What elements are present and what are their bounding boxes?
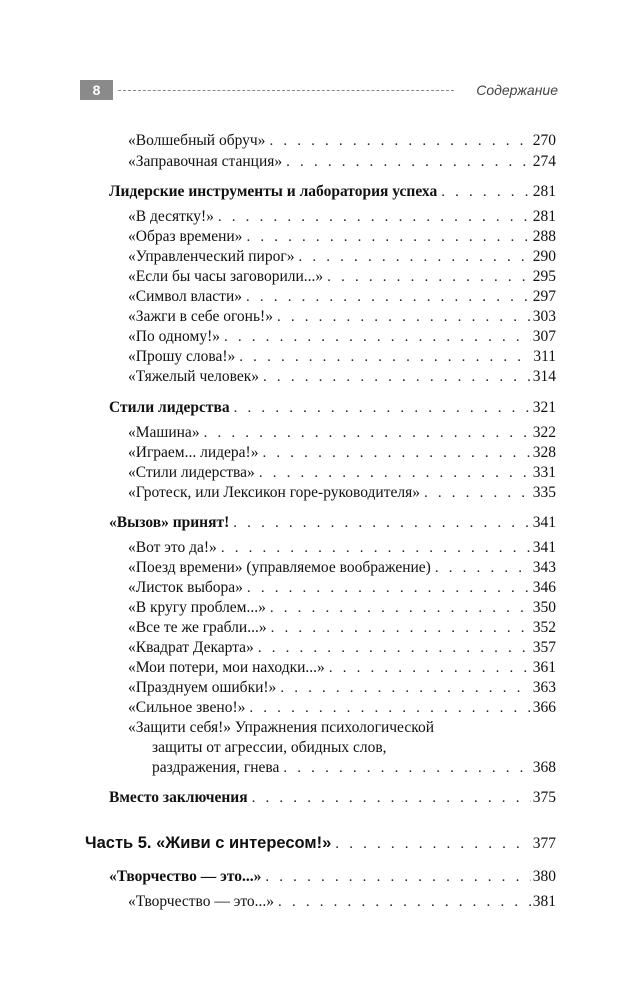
dot-leader — [258, 638, 531, 659]
toc-entry[interactable] — [128, 577, 556, 599]
toc-entry[interactable] — [128, 557, 556, 579]
toc-entry-title: «Все те же грабли...» — [128, 619, 267, 636]
toc-section-page: 341 — [532, 514, 556, 531]
toc-entry-page: 366 — [532, 699, 556, 716]
toc-part-page: 377 — [532, 835, 556, 852]
toc-entry-title: «Машина» — [128, 424, 200, 441]
dot-leader — [204, 423, 531, 444]
dot-leader — [270, 598, 531, 619]
toc-part[interactable] — [85, 833, 556, 855]
toc-entry[interactable] — [128, 206, 556, 228]
toc-entry-page: 297 — [532, 288, 556, 305]
toc-entry[interactable] — [128, 442, 556, 464]
toc-entry[interactable] — [128, 226, 556, 248]
toc-entry-page: 303 — [532, 308, 556, 325]
dot-leader — [277, 307, 531, 328]
toc-section-title: Вместо заключения — [109, 789, 248, 806]
toc-entry-title-continued: раздражения, гнева — [152, 759, 280, 776]
toc-entry[interactable] — [128, 677, 556, 699]
dot-leader — [424, 483, 531, 504]
toc-entry[interactable] — [128, 286, 556, 308]
toc-entry-title: «Волшебный обруч» — [128, 132, 266, 149]
toc-entry-page: 274 — [532, 153, 556, 170]
toc-entry[interactable] — [128, 482, 556, 504]
toc-entry[interactable] — [128, 130, 556, 152]
toc-entry-page: 346 — [532, 579, 556, 596]
toc-entry-page: 335 — [532, 484, 556, 501]
dot-leader — [280, 678, 530, 699]
toc-entry-page: 357 — [532, 639, 556, 656]
dot-leader — [327, 267, 531, 288]
toc-entry[interactable] — [128, 266, 556, 288]
toc-entry-title: «Празднуем ошибки!» — [128, 679, 277, 696]
dot-leader — [263, 367, 531, 388]
toc-entry-page: 295 — [532, 268, 556, 285]
toc-entry-title: «Если бы часы заговорили...» — [128, 268, 324, 285]
dot-leader — [224, 327, 531, 348]
toc-entry-page: 381 — [532, 893, 556, 910]
dot-leader — [234, 398, 531, 419]
dot-leader — [262, 443, 530, 464]
dot-leader — [283, 758, 530, 779]
toc-entry-page: 352 — [532, 619, 556, 636]
dot-leader — [249, 698, 530, 719]
toc-section-page: 375 — [532, 789, 556, 806]
toc-entry[interactable] — [128, 151, 556, 173]
toc-section-page: 321 — [532, 399, 556, 416]
toc-entry-page: 331 — [532, 464, 556, 481]
toc-section[interactable] — [109, 181, 556, 203]
dot-leader — [233, 513, 530, 534]
dot-leader — [278, 892, 531, 913]
dot-leader — [252, 788, 531, 809]
toc-entry[interactable] — [128, 597, 556, 619]
toc-entry-title: «Зажги в себе огонь!» — [128, 308, 273, 325]
toc-entry-title: «Творчество — это...» — [128, 893, 275, 910]
toc-entry-page: 314 — [532, 368, 556, 385]
dot-leader — [259, 463, 531, 484]
toc-section-title: «Вызов» принят! — [109, 514, 230, 531]
toc-entry[interactable] — [128, 637, 556, 659]
page-number: 8 — [80, 80, 113, 100]
dot-leader — [335, 834, 530, 855]
toc-entry-title: «Мои потери, мои находки...» — [128, 659, 325, 676]
toc-entry-title: «Листок выбора» — [128, 579, 243, 596]
toc-entry[interactable] — [128, 346, 556, 368]
toc-entry-page: 290 — [532, 248, 556, 265]
toc-entry-title: «Играем... лидера!» — [128, 444, 259, 461]
toc-entry[interactable] — [128, 366, 556, 388]
toc-entry-page: 343 — [532, 559, 556, 576]
dot-leader — [265, 867, 530, 888]
dot-leader — [218, 207, 531, 228]
toc-entry[interactable] — [128, 326, 556, 348]
toc-entry-page: 341 — [532, 539, 556, 556]
toc-entry-title-continued: защиты от агрессии, обидных слов, — [152, 739, 387, 756]
dot-leader — [271, 618, 531, 639]
toc-entry-page: 363 — [532, 679, 556, 696]
toc-section[interactable] — [109, 866, 556, 888]
toc-section[interactable] — [109, 512, 556, 534]
toc-entry[interactable] — [128, 657, 556, 679]
toc-entry-page: 361 — [532, 659, 556, 676]
dot-leader — [298, 247, 530, 268]
toc-entry[interactable] — [128, 306, 556, 328]
toc-entry-page: 281 — [532, 208, 556, 225]
toc-section-page: 380 — [532, 868, 556, 885]
dot-leader — [246, 287, 531, 308]
toc-entry-title: «Образ времени» — [128, 228, 243, 245]
toc-entry-page: 328 — [532, 444, 556, 461]
toc-entry[interactable] — [128, 697, 556, 719]
toc-section-title: «Творчество — это...» — [109, 868, 262, 885]
toc-entry-page: 307 — [532, 328, 556, 345]
toc-entry-title: «Управленческий пирог» — [128, 248, 295, 265]
toc-entry[interactable] — [128, 246, 556, 268]
toc-part-title: Часть 5. «Живи с интересом!» — [85, 834, 332, 852]
section-title: Содержание — [476, 82, 558, 98]
dot-leader — [286, 152, 531, 173]
toc-entry-title: «По одному!» — [128, 328, 220, 345]
toc-entry-title: «Гротеск, или Лексикон горе-руководителя» — [128, 484, 420, 501]
toc-section-title: Лидерские инструменты и лаборатория успеха — [109, 183, 438, 200]
toc-entry-page: 288 — [532, 228, 556, 245]
toc-section-page: 281 — [532, 183, 556, 200]
header-divider — [118, 90, 454, 91]
toc-entry-title: «Квадрат Декарта» — [128, 639, 254, 656]
toc-entry-page: 368 — [532, 759, 556, 776]
dot-leader — [246, 227, 530, 248]
toc-entry-title: «Заправочная станция» — [128, 153, 283, 170]
toc-entry[interactable] — [128, 617, 556, 639]
toc-entry[interactable] — [128, 891, 556, 913]
toc-entry-page: 350 — [532, 599, 556, 616]
dot-leader — [269, 131, 530, 152]
toc-entry[interactable] — [128, 537, 556, 559]
dot-leader — [441, 182, 531, 203]
toc-entry-title: «Тяжелый человек» — [128, 368, 260, 385]
toc-entry-title: «Поезд времени» (управляемое воображение) — [128, 559, 431, 576]
running-header — [80, 78, 558, 100]
toc-entry-title: «В кругу проблем...» — [128, 599, 266, 616]
toc-entry-title: «Вот это да!» — [128, 539, 217, 556]
dot-leader — [221, 538, 531, 559]
toc-entry-title: «Стили лидерства» — [128, 464, 255, 481]
dot-leader — [329, 658, 531, 679]
toc-entry-title: «Прошу слова!» — [128, 348, 236, 365]
toc-entry[interactable] — [128, 462, 556, 484]
toc-entry[interactable] — [152, 757, 556, 779]
toc-entry-page: 270 — [532, 132, 556, 149]
toc-entry[interactable] — [128, 422, 556, 444]
toc-entry-title: «В десятку!» — [128, 208, 214, 225]
toc-entry-title[interactable]: «Защити себя!» Упражнения психологической — [128, 719, 434, 736]
toc-entry-title: «Сильное звено!» — [128, 699, 246, 716]
dot-leader — [435, 558, 531, 579]
dot-leader — [239, 347, 531, 368]
toc-section[interactable] — [109, 397, 556, 419]
toc-section[interactable] — [109, 787, 556, 809]
toc-entry-title: «Символ власти» — [128, 288, 242, 305]
toc-section-title: Стили лидерства — [109, 399, 230, 416]
dot-leader — [247, 578, 531, 599]
toc-entry-page: 322 — [532, 424, 556, 441]
toc-entry-page: 311 — [533, 348, 556, 365]
